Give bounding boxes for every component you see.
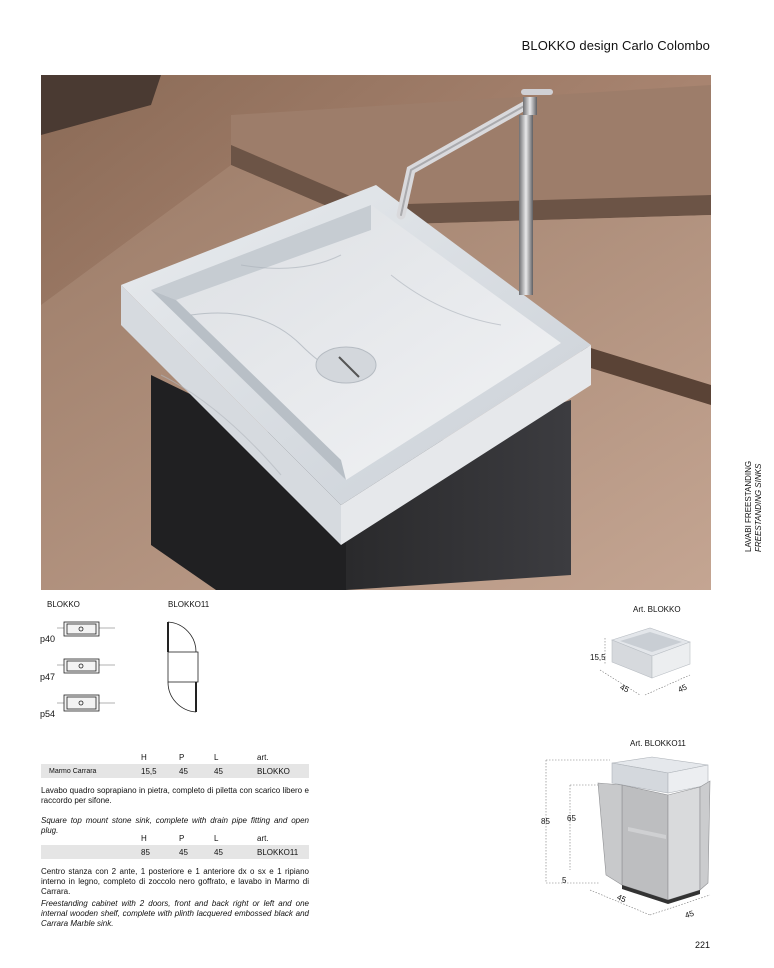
spec-table-blokko <box>41 750 309 778</box>
table-header-row <box>41 750 309 764</box>
diagram-label-blokko011: BLOKKO11 <box>168 600 210 609</box>
table-row <box>41 845 309 859</box>
page-number: 221 <box>694 940 710 950</box>
art-blokko011-dim-45b: 45 <box>683 908 696 921</box>
description-blokko011-italian: Centro stanza con 2 ante, 1 posteriore e 1 anteriore dx o sx e 1 ripiano interno in legno, completo di zoccolo nero goffrato, e lavabo in Marmo di Carrara. <box>41 867 309 896</box>
cell-art: BLOKKO11 <box>257 845 309 859</box>
side-label-italian: LAVABI FREESTANDING <box>744 460 753 552</box>
cell-l: 45 <box>214 764 257 778</box>
header-h: H <box>141 833 147 843</box>
description-blokko-italian: Lavabo quadro soprapiano in pietra, completo di piletta con scarico libero e raccordo per sifone. <box>41 786 309 805</box>
art-blokko011-dim-65: 65 <box>567 814 576 823</box>
header-art: art. <box>257 752 269 762</box>
cell-material: Marmo Carrara <box>41 764 141 778</box>
art-blokko-dim-left: 45 <box>618 682 631 695</box>
header-p: P <box>179 833 185 843</box>
cell-l: 45 <box>214 845 257 859</box>
art-blokko011-render <box>540 755 715 930</box>
table-row <box>41 764 309 778</box>
size-p40: p40 <box>40 634 56 644</box>
art-blokko-title: Art. BLOKKO <box>633 605 681 614</box>
side-label-english: FREESTANDING SINKS <box>754 463 763 552</box>
cabinet-plan-diagram <box>160 618 210 718</box>
cell-material <box>41 845 141 859</box>
header-l: L <box>214 752 219 762</box>
header-h: H <box>141 752 147 762</box>
size-p54: p54 <box>40 709 56 719</box>
art-blokko-dim-height: 15,5 <box>590 653 606 662</box>
sink-plan-diagrams <box>55 618 125 723</box>
diagram-label-blokko: BLOKKO <box>47 600 80 609</box>
art-blokko011-title: Art. BLOKKO11 <box>630 739 686 748</box>
cell-p: 45 <box>179 764 214 778</box>
cell-h: 85 <box>141 845 179 859</box>
page-title: BLOKKO design Carlo Colombo <box>521 38 710 53</box>
art-blokko011-dim-5: 5 <box>562 876 567 885</box>
header-p: P <box>179 752 185 762</box>
spec-table-blokko011 <box>41 831 309 859</box>
cell-art: BLOKKO <box>257 764 309 778</box>
header-art: art. <box>257 833 269 843</box>
table-header-row <box>41 831 309 845</box>
product-photo <box>41 75 711 590</box>
art-blokko011-dim-85: 85 <box>541 817 550 826</box>
cell-h: 15,5 <box>141 764 179 778</box>
art-blokko011-dim-45a: 45 <box>615 892 628 905</box>
description-blokko011-english: Freestanding cabinet with 2 doors, front and back right or left and one internal wooden shelf, complete with plinth lacquered embossed black and Carrara Marble sink. <box>41 899 309 928</box>
art-blokko-dim-right: 45 <box>676 682 689 695</box>
description-blokko-english: Square top mount stone sink, complete with drain pipe fitting and open plug. <box>41 816 309 835</box>
art-blokko-render <box>590 620 710 700</box>
side-category-label <box>744 461 764 552</box>
header-l: L <box>214 833 219 843</box>
size-p47: p47 <box>40 672 56 682</box>
cell-p: 45 <box>179 845 214 859</box>
